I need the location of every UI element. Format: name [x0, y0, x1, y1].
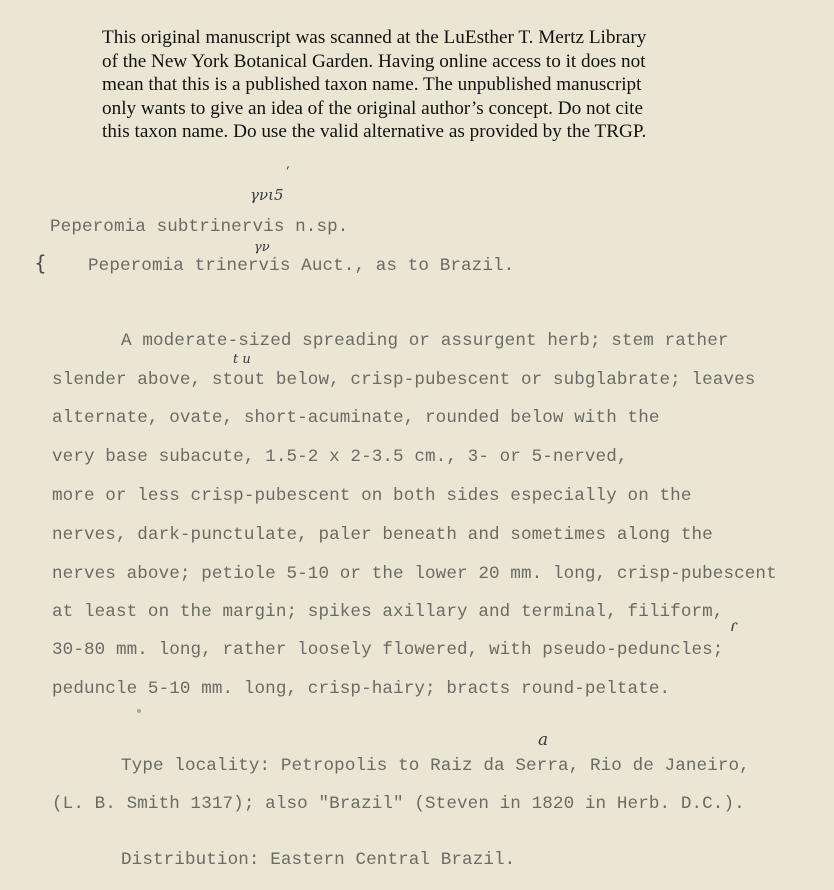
notice-line: of the New York Botanical Garden. Having online access to it does not	[102, 50, 646, 72]
scan-notice	[102, 26, 742, 144]
bracket-mark: {	[34, 251, 47, 275]
ink-speck	[137, 709, 141, 713]
species-title: Peperomia subtrinervis n.sp.	[50, 217, 349, 237]
handwritten-tick-mark: ʹ	[286, 166, 290, 181]
description-line: A moderate-sized spreading or assurgent herb; stem rather	[121, 331, 729, 351]
description-line: very base subacute, 1.5-2 x 2-3.5 cm., 3- or 5-nerved,	[52, 447, 628, 467]
description-line: nerves, dark-punctulate, paler beneath and sometimes along the	[52, 525, 713, 545]
description-line: more or less crisp-pubescent on both sides especially on the	[52, 486, 692, 506]
notice-line: this taxon name. Do use the valid alternative as provided by the TRGP.	[102, 121, 647, 143]
handwritten-correction: ɾ	[730, 616, 738, 635]
description-line: slender above, stout below, crisp-pubescent or subglabrate; leaves	[52, 370, 756, 390]
handwritten-correction: γνι5	[250, 186, 284, 204]
description-line: nerves above; petiole 5-10 or the lower 20 mm. long, crisp-pubescent	[52, 564, 777, 584]
distribution-line: Distribution: Eastern Central Brazil.	[121, 850, 516, 870]
type-locality-line: Type locality: Petropolis to Raiz da Serra, Rio de Janeiro,	[121, 756, 750, 776]
synonym-line: Peperomia trinervis Auct., as to Brazil.	[88, 256, 515, 276]
description-line: alternate, ovate, short-acuminate, rounded below with the	[52, 408, 660, 428]
notice-line: This original manuscript was scanned at the LuEsther T. Mertz Library	[102, 27, 647, 48]
handwritten-correction: t u	[233, 352, 251, 367]
type-locality-line: (L. B. Smith 1317); also "Brazil" (Steven in 1820 in Herb. D.C.).	[52, 794, 745, 814]
handwritten-correction: a	[538, 730, 549, 750]
notice-line: mean that this is a published taxon name. The unpublished manuscript	[102, 74, 642, 96]
description-line: 30-80 mm. long, rather loosely flowered, with pseudo-peduncles;	[52, 640, 724, 660]
description-line: peduncle 5-10 mm. long, crisp-hairy; bracts round-peltate.	[52, 679, 671, 699]
notice-line: only wants to give an idea of the original author’s concept. Do not cite	[102, 97, 644, 119]
handwritten-correction: γν	[254, 240, 270, 255]
description-line: at least on the margin; spikes axillary and terminal, filiform,	[52, 602, 724, 622]
